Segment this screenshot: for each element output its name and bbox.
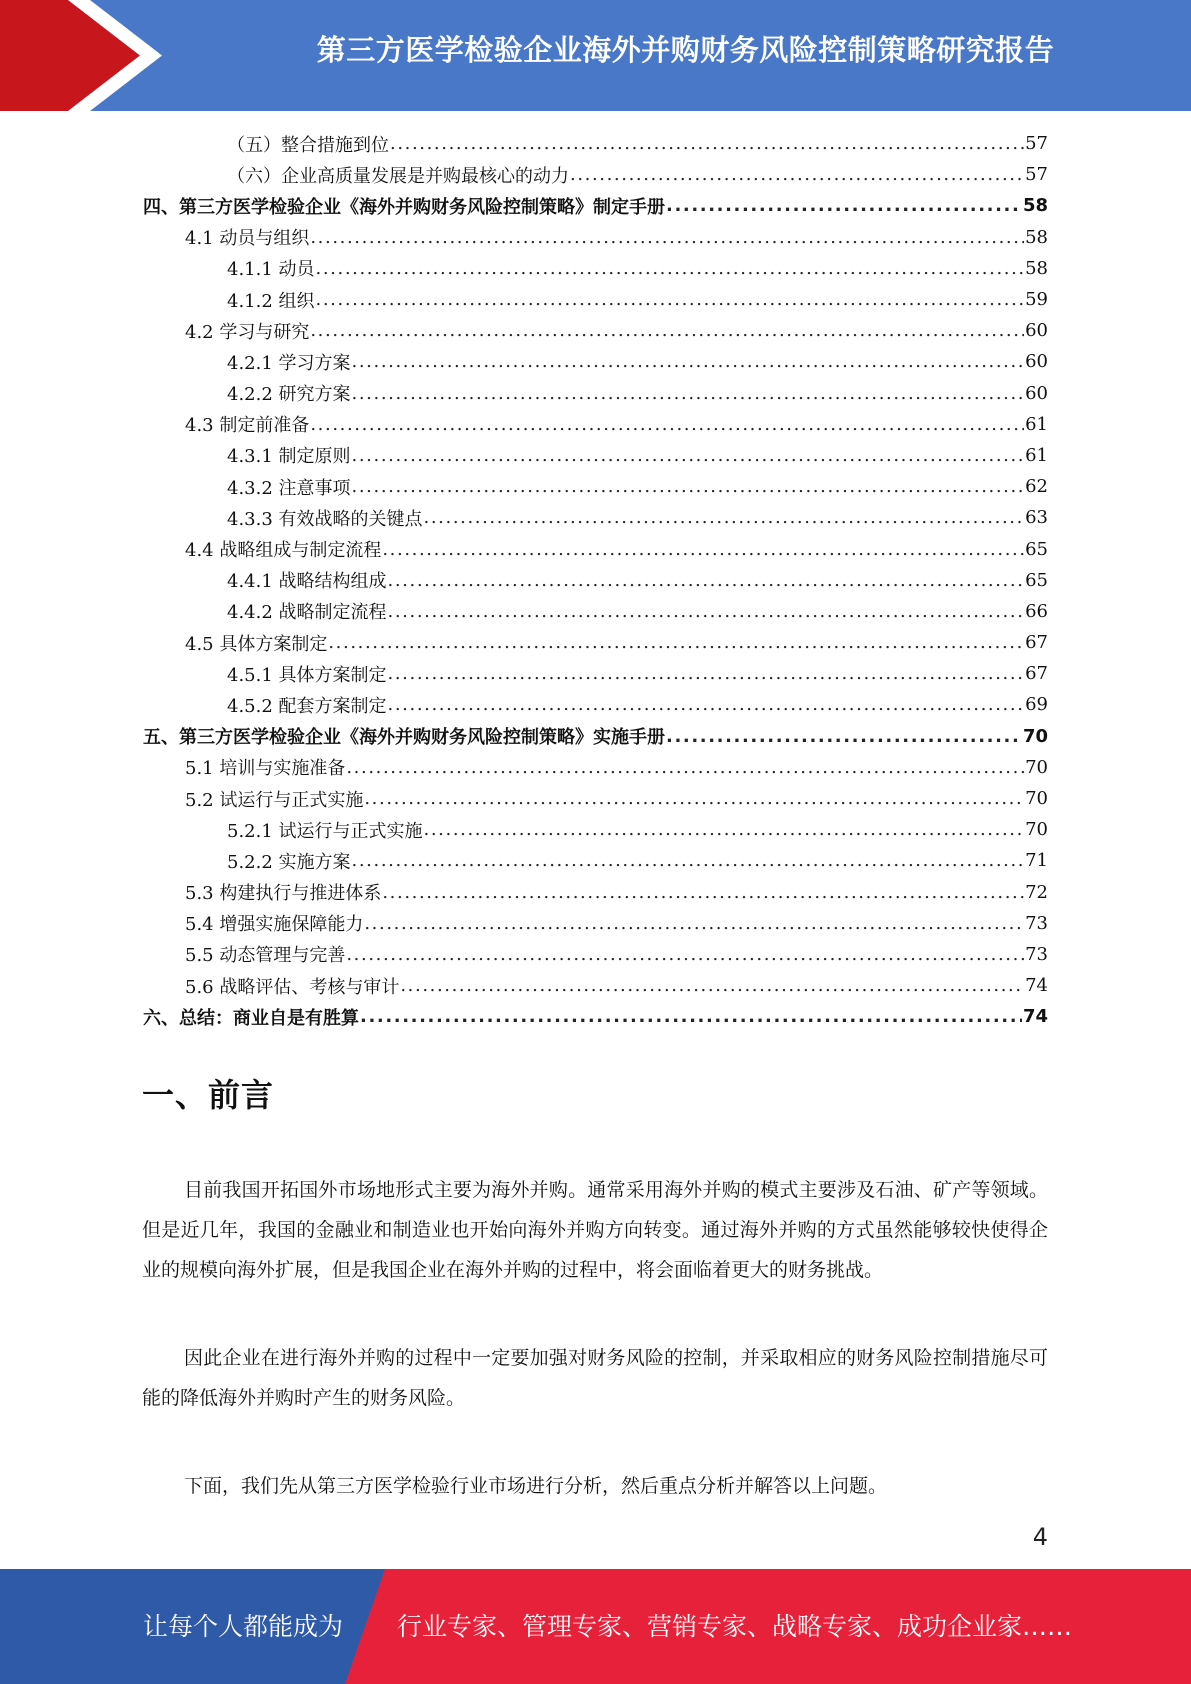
toc-entry-label: 4.2.2 研究方案 — [227, 384, 351, 406]
toc-entry-label: 四、第三方医学检验企业《海外并购财务风险控制策略》制定手册 — [143, 196, 665, 218]
toc-entry[interactable] — [143, 721, 1048, 752]
toc-entry-label: 4.5.2 配套方案制定 — [227, 695, 387, 717]
toc-entry[interactable] — [143, 440, 1048, 471]
page-footer — [0, 1569, 1191, 1684]
toc-entry-label: 4.1 动员与组织 — [185, 228, 310, 250]
toc-entry-label: 4.2.1 学习方案 — [227, 352, 351, 374]
toc-entry[interactable] — [143, 315, 1048, 346]
toc-entry-label: 4.2 学习与研究 — [185, 321, 310, 343]
toc-leader-dots — [388, 663, 1025, 684]
toc-leader-dots — [570, 164, 1024, 185]
toc-leader-dots — [328, 632, 1024, 653]
toc-entry[interactable] — [143, 253, 1048, 284]
toc-entry-label: 5.2.1 试运行与正式实施 — [227, 820, 423, 842]
toc-leader-dots — [364, 788, 1024, 809]
toc-entry-label: 4.3.2 注意事项 — [227, 477, 351, 499]
toc-entry-page: 73 — [1025, 943, 1048, 965]
toc-entry[interactable] — [143, 409, 1048, 440]
toc-leader-dots — [388, 570, 1025, 591]
toc-entry-page: 70 — [1025, 819, 1048, 841]
toc-entry-page: 74 — [1025, 975, 1048, 997]
toc-entry-page: 67 — [1025, 663, 1048, 685]
toc-entry-label: 4.1.2 组织 — [227, 290, 315, 312]
toc-entry-label: 5.5 动态管理与完善 — [185, 945, 346, 967]
toc-entry-page: 62 — [1025, 476, 1048, 498]
toc-entry-page: 60 — [1025, 320, 1048, 342]
toc-entry-label: 5.6 战略评估、考核与审计 — [185, 976, 400, 998]
toc-entry[interactable] — [143, 689, 1048, 720]
toc-leader-dots — [310, 320, 1024, 341]
toc-entry-label: 5.2 试运行与正式实施 — [185, 789, 364, 811]
page-header — [0, 0, 1191, 111]
footer-slogan-left: 让每个人都能成为 — [143, 1612, 344, 1641]
toc-entry-page: 73 — [1025, 912, 1048, 934]
toc-entry[interactable] — [143, 128, 1048, 159]
toc-entry-label: 4.5.1 具体方案制定 — [227, 664, 387, 686]
document-title: 第三方医学检验企业海外并购财务风险控制策略研究报告 — [316, 33, 1055, 67]
toc-entry-page: 70 — [1025, 756, 1048, 778]
toc-leader-dots — [352, 445, 1025, 466]
toc-entry[interactable] — [143, 783, 1048, 814]
toc-entry-page: 63 — [1025, 507, 1048, 529]
toc-entry-page: 58 — [1025, 226, 1048, 248]
toc-entry-page: 57 — [1025, 164, 1048, 186]
toc-entry[interactable] — [143, 814, 1048, 845]
toc-leader-dots — [310, 414, 1024, 435]
toc-entry[interactable] — [143, 378, 1048, 409]
toc-leader-dots — [310, 227, 1024, 248]
toc-entry-page: 60 — [1025, 382, 1048, 404]
toc-entry-label: （五）整合措施到位 — [227, 134, 389, 156]
toc-entry-label: 五、第三方医学检验企业《海外并购财务风险控制策略》实施手册 — [143, 727, 665, 749]
toc-entry-label: 5.2.2 实施方案 — [227, 851, 351, 873]
toc-entry[interactable] — [143, 908, 1048, 939]
toc-entry[interactable] — [143, 596, 1048, 627]
toc-entry[interactable] — [143, 471, 1048, 502]
section-heading: 一、前言 — [142, 1076, 275, 1114]
toc-entry-label: 4.4 战略组成与制定流程 — [185, 540, 382, 562]
toc-entry[interactable] — [143, 284, 1048, 315]
toc-entry-page: 70 — [1025, 788, 1048, 810]
toc-entry[interactable] — [143, 222, 1048, 253]
toc-entry-label: 4.5 具体方案制定 — [185, 633, 328, 655]
header-arrow-decoration — [0, 0, 200, 111]
toc-entry-label: 4.4.2 战略制定流程 — [227, 602, 387, 624]
toc-entry[interactable] — [143, 627, 1048, 658]
toc-entry[interactable] — [143, 658, 1048, 689]
toc-leader-dots — [666, 726, 1022, 747]
toc-entry-page: 71 — [1025, 850, 1048, 872]
toc-entry-label: 5.1 培训与实施准备 — [185, 758, 346, 780]
toc-entry[interactable] — [143, 877, 1048, 908]
toc-leader-dots — [388, 601, 1025, 622]
toc-leader-dots — [360, 1006, 1022, 1027]
toc-entry-page: 65 — [1025, 569, 1048, 591]
toc-leader-dots — [316, 289, 1025, 310]
toc-entry-page: 70 — [1022, 725, 1048, 747]
toc-entry-page: 69 — [1025, 694, 1048, 716]
toc-leader-dots — [382, 882, 1024, 903]
toc-entry-label: （六）企业高质量发展是并购最核心的动力 — [227, 165, 569, 187]
toc-entry-page: 66 — [1025, 600, 1048, 622]
toc-entry-page: 57 — [1025, 133, 1048, 155]
toc-entry-label: 4.4.1 战略结构组成 — [227, 571, 387, 593]
toc-entry[interactable] — [143, 346, 1048, 377]
toc-entry-page: 60 — [1025, 351, 1048, 373]
toc-leader-dots — [666, 195, 1022, 216]
toc-entry-page: 58 — [1025, 257, 1048, 279]
toc-entry-page: 59 — [1025, 289, 1048, 311]
toc-leader-dots — [400, 975, 1024, 996]
toc-leader-dots — [364, 913, 1024, 934]
paragraph: 下面，我们先从第三方医学检验行业市场进行分析，然后重点分析并解答以上问题。 — [184, 1475, 888, 1497]
toc-entry[interactable] — [143, 533, 1048, 564]
toc-entry-label: 4.3.1 制定原则 — [227, 446, 351, 468]
table-of-contents — [143, 128, 1048, 1032]
toc-leader-dots — [352, 383, 1025, 404]
toc-leader-dots — [316, 258, 1025, 279]
paragraph: 因此企业在进行海外并购的过程中一定要加强对财务风险的控制，并采取相应的财务风险控制措施尽可能的降低海外并购时产生的财务风险。 — [142, 1347, 1048, 1409]
toc-entry-page: 67 — [1025, 632, 1048, 654]
toc-entry-label: 六、总结：商业自是有胜算 — [143, 1007, 359, 1029]
toc-entry[interactable] — [143, 502, 1048, 533]
paragraph: 目前我国开拓国外市场地形式主要为海外并购。通常采用海外并购的模式主要涉及石油、矿产等领域。但是近几年，我国的金融业和制造业也开始向海外并购方向转变。通过海外并购的方式虽然能够较快使得企业的规模向海外扩展，但是我国企业在海外并购的过程中，将会面临着更大的财务挑战。 — [142, 1179, 1048, 1281]
toc-entry-page: 61 — [1025, 413, 1048, 435]
toc-entry[interactable] — [143, 939, 1048, 970]
toc-entry[interactable] — [143, 190, 1048, 221]
toc-entry-label: 5.4 增强实施保障能力 — [185, 914, 364, 936]
toc-entry[interactable] — [143, 970, 1048, 1001]
toc-leader-dots — [390, 133, 1024, 154]
page-number: 4 — [1032, 1523, 1048, 1551]
toc-leader-dots — [346, 757, 1024, 778]
toc-entry[interactable] — [143, 159, 1048, 190]
toc-entry-page: 74 — [1022, 1006, 1048, 1028]
toc-entry-page: 58 — [1022, 195, 1048, 217]
toc-leader-dots — [424, 507, 1025, 528]
toc-entry-label: 4.1.1 动员 — [227, 259, 315, 281]
toc-leader-dots — [382, 539, 1024, 560]
toc-leader-dots — [352, 850, 1025, 871]
toc-entry-page: 72 — [1025, 881, 1048, 903]
toc-leader-dots — [388, 694, 1025, 715]
footer-slogan-right: 行业专家、管理专家、营销专家、战略专家、成功企业家…… — [397, 1612, 1073, 1641]
section-body — [142, 1170, 1048, 1554]
toc-entry[interactable] — [143, 1001, 1048, 1032]
toc-entry-page: 61 — [1025, 444, 1048, 466]
toc-entry-label: 4.3 制定前准备 — [185, 415, 310, 437]
toc-leader-dots — [352, 476, 1025, 497]
toc-leader-dots — [346, 944, 1024, 965]
toc-leader-dots — [424, 819, 1025, 840]
toc-leader-dots — [352, 351, 1025, 372]
toc-entry-label: 5.3 构建执行与推进体系 — [185, 883, 382, 905]
toc-entry-page: 65 — [1025, 538, 1048, 560]
toc-entry-label: 4.3.3 有效战略的关键点 — [227, 508, 423, 530]
toc-entry[interactable] — [143, 565, 1048, 596]
toc-entry[interactable] — [143, 752, 1048, 783]
toc-entry[interactable] — [143, 845, 1048, 876]
